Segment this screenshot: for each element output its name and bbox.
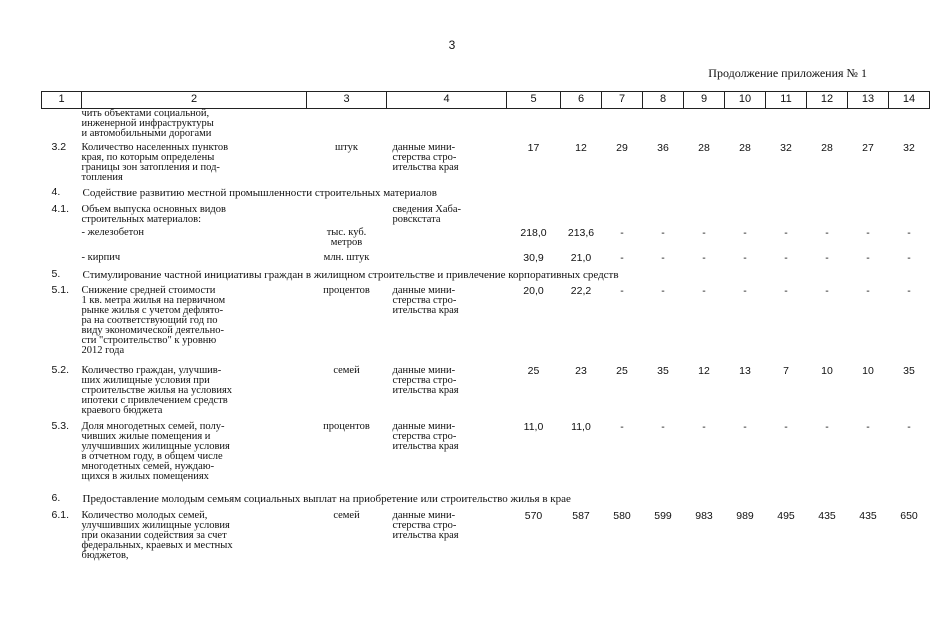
indicator-value: - [661, 226, 665, 239]
indicator-value [602, 109, 643, 140]
indicator-value [725, 202, 766, 225]
indicator-value: 27 [862, 141, 874, 154]
indicator-description: Снижение средней стоимости 1 кв. метра жилья на первичном рынке жилья с учетом дефлято- ра на соответствующий год по виду экономической деятельно- сти "строительство" к уровню 2012 года [81, 284, 226, 356]
row-number: 5.1. [51, 283, 70, 296]
indicator-value: 32 [903, 141, 915, 154]
table-header-row [42, 92, 930, 109]
indicator-value: 12 [698, 364, 710, 377]
column-header: 5 [507, 92, 561, 109]
indicator-value: 35 [903, 364, 915, 377]
row-number [42, 109, 82, 140]
indicator-value [684, 202, 725, 225]
indicator-value: 587 [572, 509, 590, 522]
row-number: 3.2 [51, 140, 67, 153]
indicator-value: 28 [698, 141, 710, 154]
table-row [42, 283, 930, 363]
indicator-value: 11,0 [571, 420, 591, 433]
column-header: 6 [561, 92, 602, 109]
indicator-value: - [866, 284, 870, 297]
indicator-value [807, 202, 848, 225]
indicator-value: 13 [739, 364, 751, 377]
indicator-value: 213,6 [567, 226, 595, 239]
row-number: 6.1. [51, 508, 70, 521]
indicator-value: - [907, 284, 911, 297]
data-source: сведения Хаба- ровскстата [392, 203, 462, 225]
indicator-value: 12 [575, 141, 587, 154]
indicator-value [602, 202, 643, 225]
indicator-description: чить объектами социальной, инженерной инфраструктуры и автомобильными дорогами [81, 108, 214, 139]
table-row [42, 225, 930, 250]
indicator-description: Количество граждан, улучшив- ших жилищные условия при строительстве жилья на условиях ипотеки с привлечением средств краевого бюджета [81, 364, 233, 416]
row-number: 4. [51, 185, 61, 198]
indicator-value: - [620, 251, 624, 264]
indicator-value: - [743, 420, 747, 433]
indicator-value [725, 109, 766, 140]
indicator-value: - [661, 251, 665, 264]
indicator-value [766, 109, 807, 140]
indicator-value: 435 [818, 509, 836, 522]
data-source: данные мини- стерства стро- ительства края [392, 509, 459, 541]
table-row [42, 109, 930, 140]
column-header: 11 [766, 92, 807, 109]
column-header: 9 [684, 92, 725, 109]
indicator-value: 30,9 [523, 251, 544, 264]
table-row [42, 250, 930, 267]
indicator-value: 11,0 [523, 420, 544, 433]
indicator-value: 218,0 [520, 226, 547, 239]
indicator-value [684, 109, 725, 140]
indicator-value: 32 [780, 141, 792, 154]
indicator-value: 983 [695, 509, 713, 522]
column-header: 7 [602, 92, 643, 109]
indicator-value: 570 [524, 509, 543, 522]
indicator-value: 25 [616, 364, 628, 377]
indicator-value: 28 [821, 141, 833, 154]
unit-of-measure [307, 202, 387, 225]
indicator-value: - [825, 420, 829, 433]
indicator-value: 435 [859, 509, 877, 522]
unit-of-measure: семей [333, 364, 360, 376]
indicator-value: - [620, 420, 624, 433]
section-row [42, 185, 930, 202]
column-header: 14 [889, 92, 930, 109]
column-header: 2 [82, 92, 307, 109]
row-number: 6. [51, 491, 61, 504]
indicator-value [561, 202, 602, 225]
indicator-value [766, 202, 807, 225]
indicator-value: - [620, 284, 624, 297]
indicator-value: - [784, 284, 788, 297]
table-row [42, 508, 930, 568]
indicator-description: Количество молодых семей, улучшивших жилищные условия при оказании содействия за счет федеральных, краевых и местных бюджетов, [81, 509, 233, 561]
section-title: Стимулирование частной инициативы граждан в жилищном строительстве и привлечение корпоративных средств [82, 268, 619, 281]
indicator-value: 10 [821, 364, 833, 377]
indicator-value: 22,2 [570, 284, 592, 297]
indicator-description: - железобетон [81, 226, 144, 238]
column-header: 12 [807, 92, 848, 109]
indicator-value: - [661, 420, 665, 433]
indicator-value: 599 [654, 509, 672, 522]
indicator-value: - [784, 420, 788, 433]
indicator-value [889, 202, 930, 225]
indicator-value [643, 109, 684, 140]
indicator-value: 10 [862, 364, 874, 377]
indicator-value: - [825, 226, 829, 239]
indicator-value: 29 [616, 141, 628, 154]
indicator-value: - [743, 284, 747, 297]
indicator-value: 17 [527, 141, 540, 154]
data-source: данные мини- стерства стро- ительства края [392, 364, 459, 396]
data-source [387, 225, 507, 250]
unit-of-measure: штук [335, 141, 358, 153]
indicator-value: - [702, 251, 706, 264]
indicator-value: - [784, 226, 788, 239]
indicator-description: Количество населенных пунктов края, по которым определены границы зон затопления и под- топления [81, 141, 229, 183]
indicator-value [561, 109, 602, 140]
row-number: 5.3. [51, 419, 70, 432]
column-header: 3 [307, 92, 387, 109]
indicator-value: - [866, 226, 870, 239]
data-source: данные мини- стерства стро- ительства края [392, 141, 459, 173]
indicator-value [848, 109, 889, 140]
indicator-value: - [825, 284, 829, 297]
column-header: 8 [643, 92, 684, 109]
indicator-value [848, 202, 889, 225]
indicator-value: 25 [527, 364, 540, 377]
data-source [387, 250, 507, 267]
indicator-value: - [907, 420, 911, 433]
indicator-value: 21,0 [570, 251, 592, 264]
indicator-description: Доля многодетных семей, полу- чивших жилые помещения и улучшивших жилищные условия в отчетном году, в общем числе многодетных семей, нуждаю- щихся в жилых помещениях [81, 420, 230, 482]
indicator-value: - [907, 226, 911, 239]
indicator-value [889, 109, 930, 140]
row-number: 4.1. [51, 202, 70, 215]
column-header: 13 [848, 92, 889, 109]
section-row [42, 267, 930, 283]
indicator-value: 989 [736, 509, 754, 522]
unit-of-measure: тыс. куб. метров [326, 226, 367, 248]
indicator-value: - [907, 251, 911, 264]
column-header: 1 [42, 92, 82, 109]
indicator-value: 28 [739, 141, 751, 154]
row-number [42, 225, 82, 250]
row-number: 5.2. [51, 363, 70, 376]
indicator-value: 7 [783, 364, 789, 377]
indicator-value: - [784, 251, 788, 264]
indicator-value: - [825, 251, 829, 264]
indicator-value: - [866, 420, 870, 433]
indicator-value: - [743, 226, 747, 239]
indicator-value: - [702, 284, 706, 297]
indicator-value: 650 [900, 509, 918, 522]
table-row [42, 419, 930, 491]
data-source [387, 109, 507, 140]
page-number: 3 [448, 38, 456, 52]
data-source: данные мини- стерства стро- ительства края [392, 284, 459, 316]
row-number [42, 250, 82, 267]
column-header: 10 [725, 92, 766, 109]
indicators-table [41, 91, 930, 568]
section-row [42, 491, 930, 508]
section-title: Предоставление молодым семьям социальных выплат на приобретение или строительство жилья в крае [82, 492, 571, 505]
indicator-value: - [866, 251, 870, 264]
indicator-description: Объем выпуска основных видов строительных материалов: [81, 203, 226, 225]
indicator-value: - [702, 420, 706, 433]
table-row [42, 363, 930, 419]
table-row [42, 140, 930, 185]
indicator-value [507, 109, 561, 140]
section-title: Содействие развитию местной промышленности строительных материалов [82, 186, 437, 199]
indicator-value: - [620, 226, 624, 239]
indicator-value [807, 109, 848, 140]
indicator-value: - [702, 226, 706, 239]
indicator-value: 580 [613, 509, 631, 522]
unit-of-measure [307, 109, 387, 140]
indicator-value: 23 [575, 364, 587, 377]
indicator-description: - кирпич [81, 251, 121, 263]
unit-of-measure: семей [333, 509, 360, 521]
indicator-value: 495 [777, 509, 795, 522]
unit-of-measure: процентов [323, 284, 370, 296]
unit-of-measure: млн. штук [323, 251, 370, 263]
indicator-value [507, 202, 561, 225]
indicator-value: - [661, 284, 665, 297]
indicator-value: - [743, 251, 747, 264]
indicator-value: 35 [657, 364, 669, 377]
data-source: данные мини- стерства стро- ительства края [392, 420, 459, 452]
continuation-caption: Продолжение приложения № 1 [708, 66, 867, 80]
indicator-value [643, 202, 684, 225]
indicator-value: 20,0 [523, 284, 544, 297]
table-row [42, 202, 930, 225]
unit-of-measure: процентов [323, 420, 370, 432]
column-header: 4 [387, 92, 507, 109]
row-number: 5. [51, 267, 61, 280]
indicator-value: 36 [657, 141, 669, 154]
